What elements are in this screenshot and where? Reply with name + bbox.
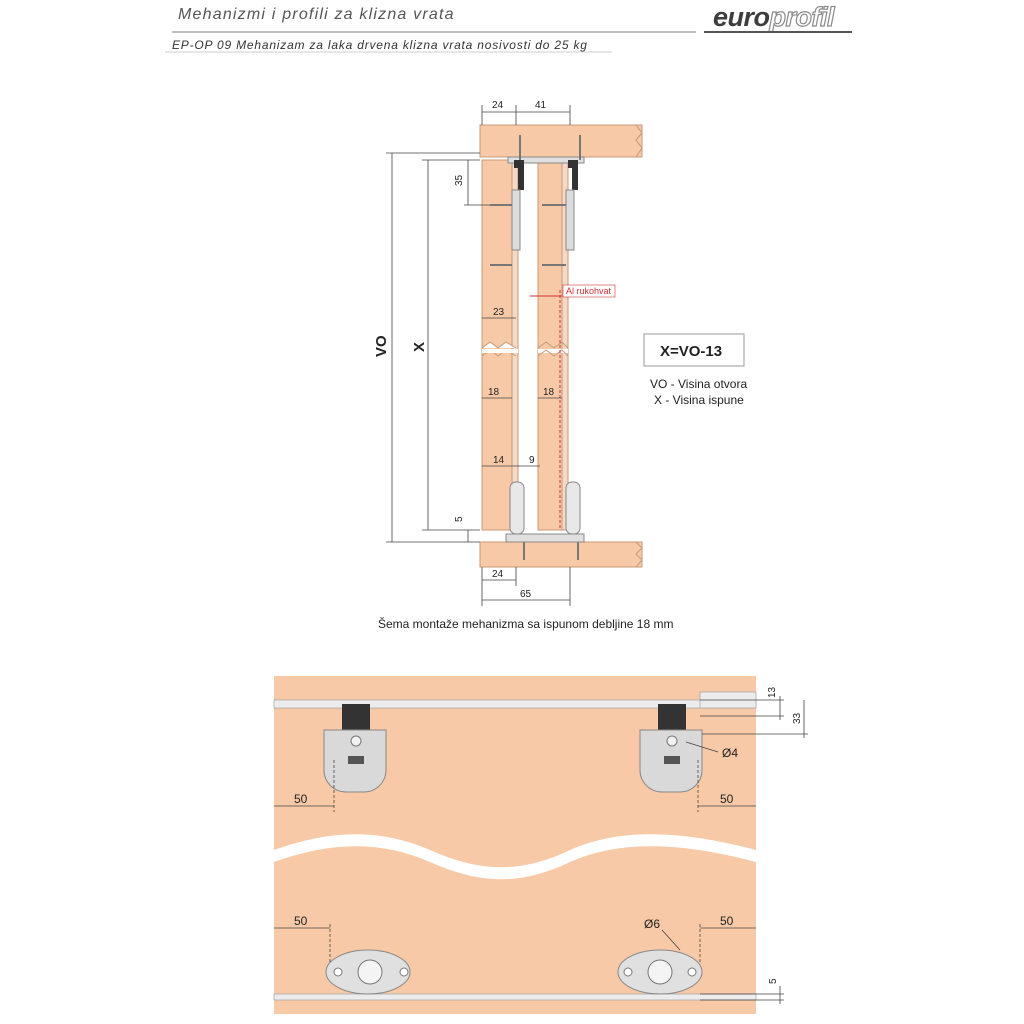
formula-text: X=VO-13 [660, 343, 723, 360]
dim-label-phi6: Ø6 [644, 917, 661, 931]
bottom-guide-rail [506, 534, 584, 542]
roller-right [566, 482, 580, 534]
dim-label-33: 33 [792, 712, 803, 724]
front-view [274, 676, 808, 1014]
section-view [373, 100, 747, 631]
bottom-roller-right-hole-2 [688, 968, 696, 976]
bottom-beam [480, 542, 642, 567]
top-hanger-right-slot [664, 756, 680, 764]
bottom-roller-right-wheel [648, 960, 672, 984]
top-hanger-right-block [658, 704, 686, 730]
bottom-roller-left [326, 950, 410, 994]
bottom-roller-right [618, 950, 702, 994]
dim-label-14: 14 [493, 455, 505, 466]
dim-label-23: 23 [493, 307, 505, 318]
legend-line-1: VO - Visina otvora [650, 377, 748, 391]
logo-part-euro: euro [713, 2, 770, 32]
top-beam [480, 125, 642, 157]
bottom-track [274, 994, 756, 1000]
hanger-plate-right [566, 190, 574, 250]
dim-label-phi4: Ø4 [722, 746, 739, 760]
roller-left [510, 482, 524, 534]
header-subtitle: EP-OP 09 Mehanizam za laka drvena klizna vrata nosivosti do 25 kg [172, 38, 588, 52]
dim-label-x: X [411, 341, 428, 352]
dim-label-vo: VO [373, 335, 390, 357]
dim-label-13: 13 [767, 686, 778, 698]
al-handle-label: Al rukohvat [566, 286, 612, 296]
legend-line-2: X - Visina ispune [654, 393, 744, 407]
dim-label-top-24: 24 [492, 100, 504, 111]
dim-label-18-left: 18 [488, 387, 500, 398]
section-caption: Šema montaže mehanizma sa ispunom debljine 18 mm [378, 617, 674, 631]
hanger-right [568, 160, 578, 190]
dim-label-bottom-65: 65 [520, 589, 532, 600]
dim-label-fv-bottom-left-50: 50 [294, 914, 308, 928]
bottom-roller-left-hole [334, 968, 342, 976]
dim-label-35: 35 [454, 174, 465, 186]
bottom-roller-right-hole [624, 968, 632, 976]
logo-part-profil: profil [769, 2, 835, 32]
dim-label-fv-bottom-right-50: 50 [720, 914, 734, 928]
dim-label-9: 9 [529, 455, 535, 466]
dim-label-5: 5 [454, 516, 465, 522]
top-hanger-left-block [342, 704, 370, 730]
dim-label-fv-top-right-50: 50 [720, 792, 734, 806]
top-hanger-left-slot [348, 756, 364, 764]
dim-label-18-right: 18 [543, 387, 555, 398]
top-hanger-right-screw [667, 736, 677, 746]
top-hanger-left-screw [351, 736, 361, 746]
dim-label-top-41: 41 [535, 100, 547, 111]
header-title: Mehanizmi i profili za klizna vrata [178, 6, 455, 23]
bottom-roller-left-hole-2 [400, 968, 408, 976]
dim-label-fv-5: 5 [768, 978, 779, 984]
bottom-roller-left-wheel [358, 960, 382, 984]
break-gap-left [482, 349, 518, 353]
hanger-plate-left [512, 190, 520, 250]
dim-label-fv-top-left-50: 50 [294, 792, 308, 806]
dim-label-bottom-24: 24 [492, 569, 504, 580]
